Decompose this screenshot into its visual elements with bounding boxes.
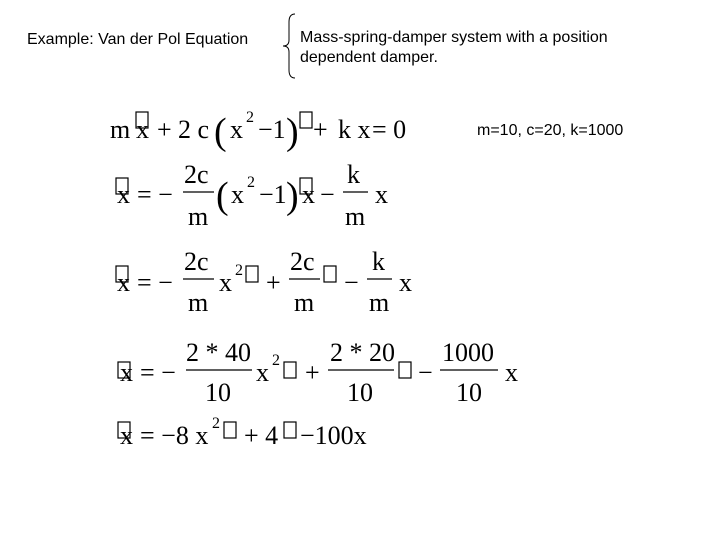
equation-4: [118, 338, 518, 407]
glyph-placeholder-box: [224, 422, 236, 438]
description-line-2: dependent damper.: [300, 49, 438, 66]
description-line-1: Mass-spring-damper system with a position: [300, 29, 608, 46]
eq4-frac1-num: 2 * 40: [186, 338, 251, 367]
eq1-x2: x: [230, 115, 243, 144]
eq5-square: 2: [212, 415, 220, 432]
eq3-square: 2: [235, 262, 243, 279]
eq2-x-end: x: [375, 180, 388, 209]
eq1-two-c: 2 c: [178, 115, 210, 144]
eq3-x2: x: [219, 268, 232, 297]
eq3-frac2-den: m: [294, 288, 315, 317]
eq1-plus2: +: [313, 115, 328, 144]
eq3-plus: +: [266, 268, 281, 297]
equation-2: [116, 160, 388, 231]
eq2-square: 2: [247, 174, 255, 191]
eq1-x: x: [136, 115, 149, 144]
eq5-rhs: = −8 x: [140, 421, 209, 450]
eq2-frac2-num: k: [347, 160, 360, 189]
eq5-plus: + 4: [244, 421, 279, 450]
eq2-rparen: ): [286, 175, 299, 217]
eq1-rparen: ): [286, 111, 299, 153]
eq2-frac2-den: m: [345, 202, 366, 231]
eq3-x-end: x: [399, 268, 412, 297]
eq3-frac2-num: 2c: [290, 247, 315, 276]
eq4-frac2-num: 2 * 20: [330, 338, 395, 367]
eq4-x-end: x: [505, 358, 518, 387]
eq4-frac1-den: 10: [205, 378, 231, 407]
glyph-placeholder-box: [284, 362, 296, 378]
eq2-x: x: [117, 180, 130, 209]
glyph-placeholder-box: [324, 266, 336, 282]
eq1-kx: k x: [338, 115, 371, 144]
eq4-x: x: [120, 358, 133, 387]
eq4-frac3-den: 10: [456, 378, 482, 407]
equation-3: [116, 247, 412, 317]
eq2-minus: −: [320, 180, 335, 209]
eq4-frac2-den: 10: [347, 378, 373, 407]
eq2-frac1-num: 2c: [184, 160, 209, 189]
eq4-frac3-num: 1000: [442, 338, 494, 367]
eq1-minus-one: −1: [258, 115, 286, 144]
eq1-equals-zero: = 0: [372, 115, 407, 144]
eq2-minus-one: −1: [259, 180, 287, 209]
eq1-lparen: (: [214, 111, 227, 153]
eq1-m: m: [110, 115, 131, 144]
glyph-placeholder-box: [300, 112, 312, 128]
eq2-equals: = −: [137, 180, 173, 209]
eq3-frac3-num: k: [372, 247, 385, 276]
glyph-placeholder-box: [284, 422, 296, 438]
eq4-plus: +: [305, 358, 320, 387]
eq1-plus: +: [157, 115, 172, 144]
eq2-x2: x: [231, 180, 244, 209]
eq4-equals: = −: [140, 358, 176, 387]
eq1-square: 2: [246, 109, 254, 126]
eq5-x: x: [120, 421, 133, 450]
eq3-frac3-den: m: [369, 288, 390, 317]
glyph-placeholder-box: [246, 266, 258, 282]
eq4-x2: x: [256, 358, 269, 387]
glyph-placeholder-box: [399, 362, 411, 378]
eq4-square: 2: [272, 352, 280, 369]
parameter-values: m=10, c=20, k=1000: [477, 122, 624, 139]
equation-1: [110, 109, 406, 153]
equation-5: [118, 415, 367, 450]
eq3-frac1-num: 2c: [184, 247, 209, 276]
eq4-minus: −: [418, 358, 433, 387]
eq2-lparen: (: [216, 175, 229, 217]
eq3-frac1-den: m: [188, 288, 209, 317]
eq2-xdot: x: [302, 180, 315, 209]
eq3-minus: −: [344, 268, 359, 297]
eq2-frac1-den: m: [188, 202, 209, 231]
eq5-minus: −100x: [300, 421, 367, 450]
eq3-equals: = −: [137, 268, 173, 297]
eq3-x: x: [117, 268, 130, 297]
page-title: Example: Van der Pol Equation: [27, 31, 249, 48]
